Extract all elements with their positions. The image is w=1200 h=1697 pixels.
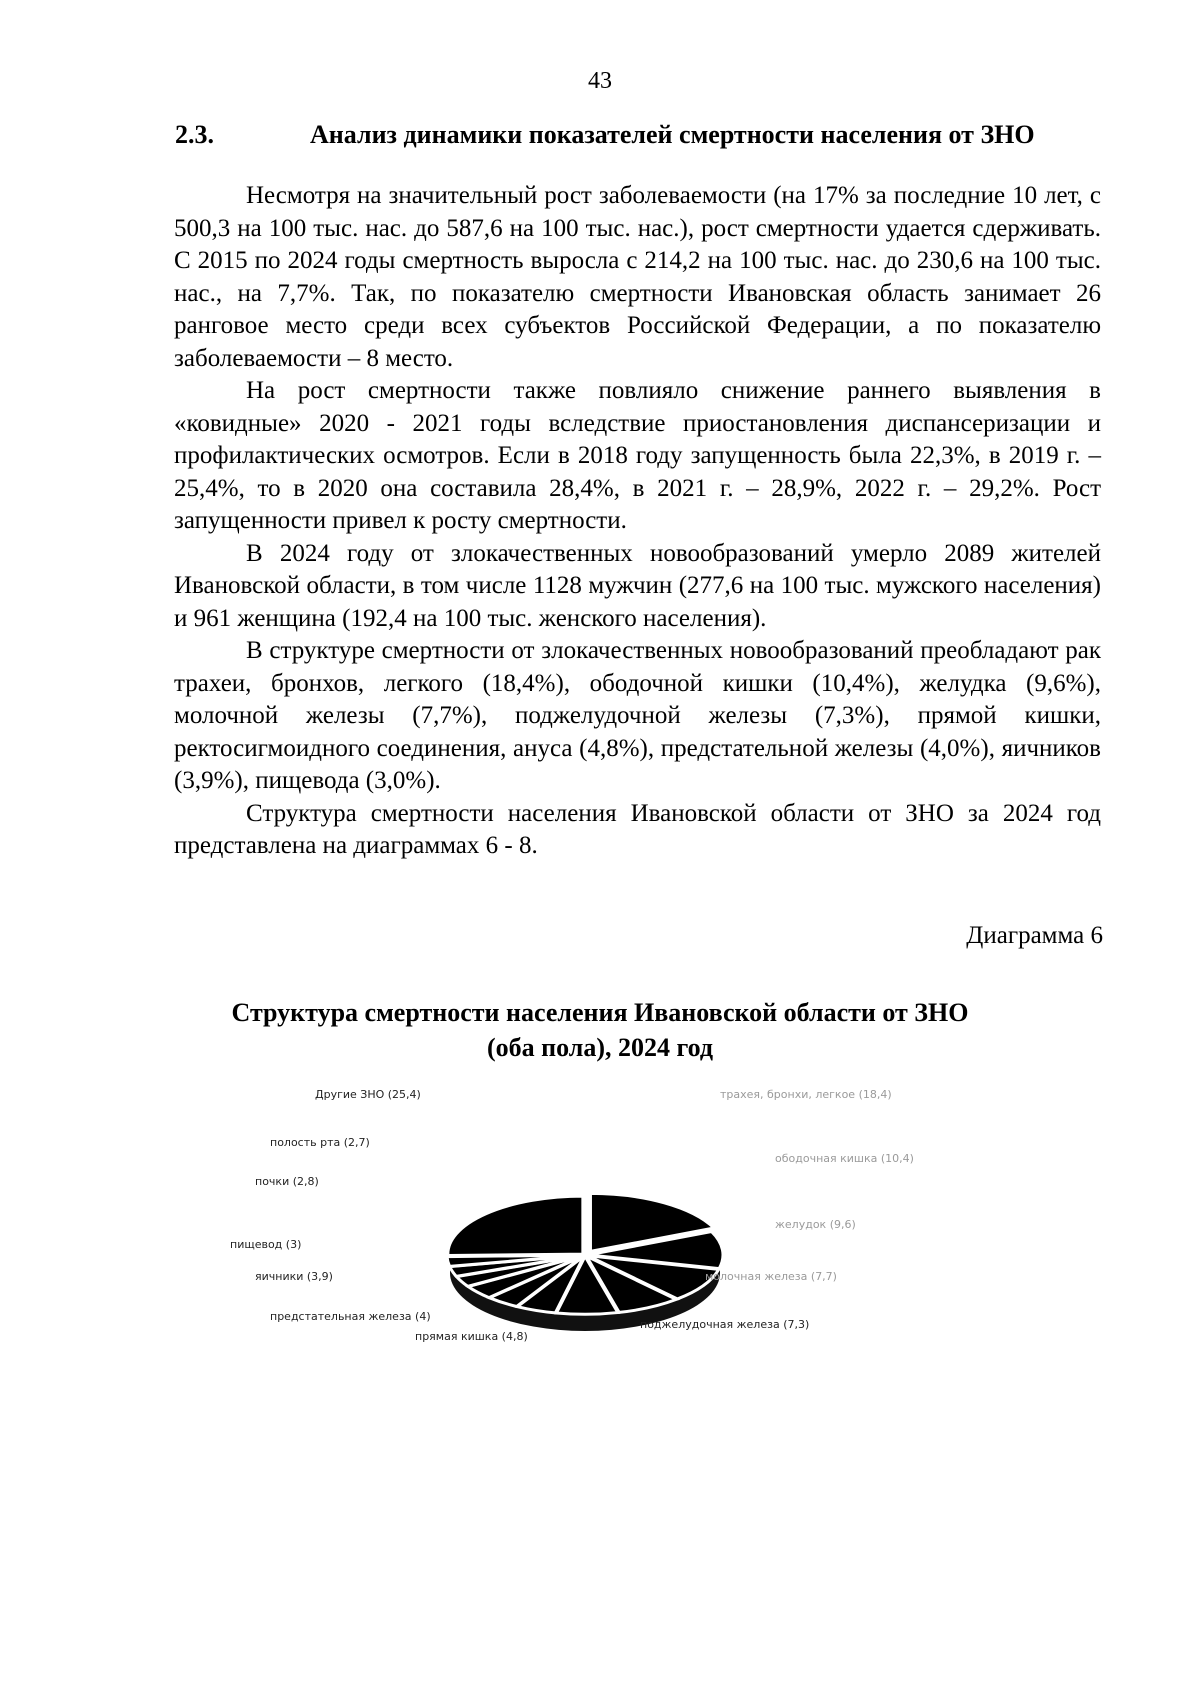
paragraph: В структуре смертности от злокачественных новообразований преобладают рак трахеи, бронхов, легкого (18,4%), ободочной кишки (10,4%), желудка (9,6%), молочной железы (7,7%), поджелудочной железы (7,3%), прямой кишки, ректосигмоидного соединения, ануса (4,8%), предстательной железы (4,0%), яичников (3,9%), пищевода (3,0%). — [174, 637, 1101, 794]
pie-chart — [0, 1088, 1200, 1500]
slice-label: трахея, бронхи, легкое (18,4) — [720, 1088, 892, 1101]
chart-title — [0, 995, 1200, 1065]
slice-label: ободочная кишка (10,4) — [775, 1152, 914, 1165]
slice-label: поджелудочная железа (7,3) — [640, 1318, 810, 1331]
chart-title-line: Структура смертности населения Ивановской области от ЗНО — [231, 998, 969, 1027]
slice-label: пищевод (3) — [230, 1238, 302, 1251]
slice-label: почки (2,8) — [255, 1175, 319, 1188]
paragraph: Несмотря на значительный рост заболеваемости (на 17% за последние 10 лет, с 500,3 на 100 тыс. нас. до 587,6 на 100 тыс. нас.), рост смертности удается сдерживать. С 2015 по 2024 годы смертность выросла с 214,2 на 100 тыс. нас. до 230,6 на 100 тыс. нас., на 7,7%. Так, по показателю смертности Ивановская область занимает 26 ранговое место среди всех субъектов Российской Федерации, а по показателю заболеваемости – 8 место. — [174, 182, 1101, 372]
body-text — [174, 180, 1101, 863]
pie-slice — [448, 1196, 583, 1255]
slice-label: прямая кишка (4,8) — [415, 1330, 528, 1343]
slice-label: предстательная железа (4) — [270, 1310, 431, 1323]
section-number: 2.3. — [175, 120, 214, 149]
section-title: Анализ динамики показателей смертности населения от ЗНО — [310, 120, 1035, 149]
paragraph: В 2024 году от злокачественных новообразований умерло 2089 жителей Ивановской области, в том числе 1128 мужчин (277,6 на 100 тыс. мужского населения) и 961 женщина (192,4 на 100 тыс. женского населения). — [174, 539, 1101, 632]
slice-label: Другие ЗНО (25,4) — [315, 1088, 421, 1101]
slice-label: желудок (9,6) — [775, 1218, 856, 1231]
slice-label: молочная железа (7,7) — [705, 1270, 837, 1283]
paragraph: Структура смертности населения Ивановской области от ЗНО за 2024 год представлена на диаграммах 6 - 8. — [174, 799, 1101, 859]
page-number: 43 — [588, 68, 612, 94]
paragraph: На рост смертности также повлияло снижение раннего выявления в «ковидные» 2020 - 2021 годы вследствие приостановления диспансеризации и профилактических осмотров. Если в 2018 году запущенность была 22,3%, в 2019 г. – 25,4%, то в 2020 она составила 28,4%, в 2021 г. – 28,9%, 2022 г. – 29,2%. Рост запущенности привел к росту смертности. — [174, 377, 1101, 534]
diagram-label: Диаграмма 6 — [966, 922, 1103, 949]
chart-title-line: (оба пола), 2024 год — [486, 1033, 714, 1062]
slice-label: яичники (3,9) — [255, 1270, 333, 1283]
pie-chart-svg — [0, 1150, 1200, 1500]
slice-label: полость рта (2,7) — [270, 1136, 370, 1149]
